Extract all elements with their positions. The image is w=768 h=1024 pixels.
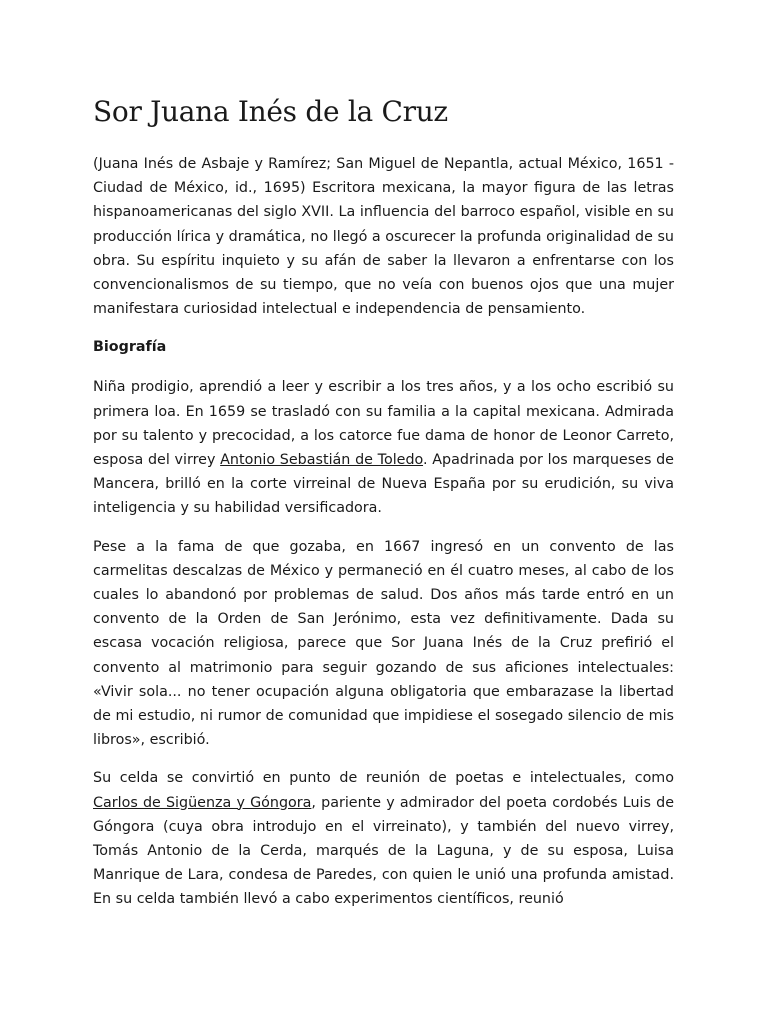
biography-paragraph-2: Pese a la fama de que gozaba, en 1667 ingresó en un convento de las carmelitas descalzas de México y permaneció en él cuatro meses, al cabo de los cuales lo abandonó por problemas de salud. Dos años más tarde entró en un convento de la Orden de San Jerónimo, esta vez definitivamente. Dada su escasa vocación religiosa, parece que Sor Juana Inés de la Cruz prefirió el convento al matrimonio para seguir gozando de sus aficiones intelectuales: «Vivir sola... no tener ocupación alguna obligatoria que embarazase la libertad de mi estudio, ni rumor de comunidad que impidiese el sosegado silencio de mis libros», escribió.: [93, 538, 674, 749]
biography-paragraph-3: [93, 766, 674, 911]
paragraph-text: Su celda se convirtió en punto de reunión de poetas e intelectuales, como: [93, 770, 674, 787]
paragraph-text: . Apadrinada por los marqueses de Mancera, brilló en la corte virreinal de Nueva España por su erudición, su viva inteligencia y su habilidad versificadora.: [93, 452, 674, 517]
intro-paragraph: (Juana Inés de Asbaje y Ramírez; San Miguel de Nepantla, actual México, 1651 - Ciudad de México, id., 1695) Escritora mexicana, la mayor figura de las letras hispanoamericanas del siglo XVII. La influencia del barroco español, visible en su producción lírica y dramática, no llegó a oscurecer la profunda originalidad de su obra. Su espíritu inquieto y su afán de saber la llevaron a enfrentarse con los convencionalismos de su tiempo, que no veía con buenos ojos que una mujer manifestara curiosidad intelectual e independencia de pensamiento.: [93, 156, 674, 318]
paragraph-text: , pariente y admirador del poeta cordobés Luis de Góngora (cuya obra introdujo en el virreinato), y también del nuevo virrey, Tomás Antonio de la Cerda, marqués de la Laguna, y de su esposa, Luisa Manrique de Lara, condesa de Paredes, con quien le unió una profunda amistad. En su celda también llevó a cabo experimentos científicos, reunió: [93, 794, 674, 908]
document-page: [93, 92, 674, 926]
link-carlos-de-siguenza-y-gongora[interactable]: Carlos de Sigüenza y Góngora: [93, 794, 312, 811]
paragraph-text: Niña prodigio, aprendió a leer y escribir a los tres años, y a los ocho escribió su primera loa. En 1659 se trasladó con su familia a la capital mexicana. Admirada por su talento y precocidad, a los catorce fue dama de honor de Leonor Carreto, esposa del virrey: [93, 379, 674, 469]
link-antonio-sebastian-de-toledo[interactable]: Antonio Sebastián de Toledo: [220, 452, 424, 469]
page-title: Sor Juana Inés de la Cruz: [93, 95, 448, 128]
biography-paragraph-1: [93, 375, 674, 520]
section-heading-biografia: Biografía: [93, 339, 167, 356]
